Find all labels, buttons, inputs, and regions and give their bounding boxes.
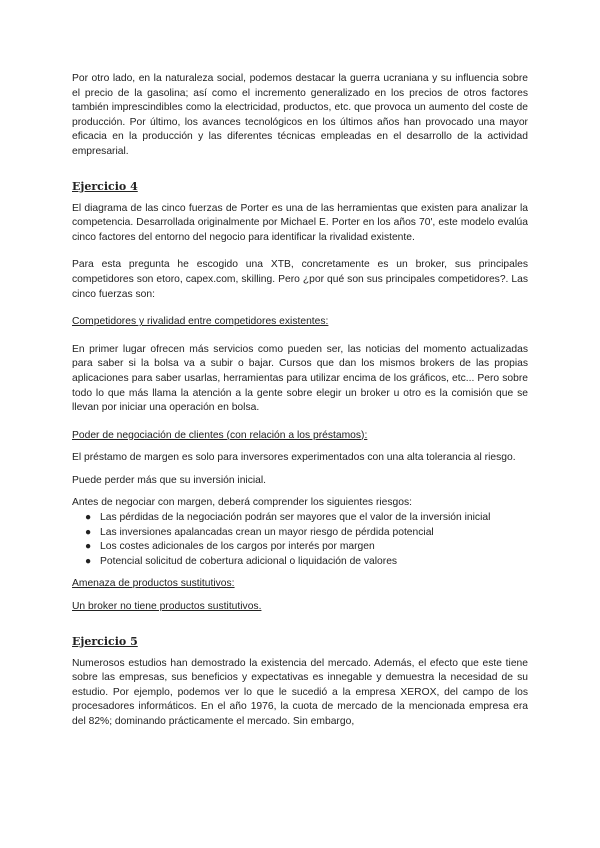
- ej4-subheading-competitors: Competidores y rivalidad entre competidores existentes:: [72, 316, 329, 328]
- list-item: ● Los costes adicionales de los cargos por interés por margen: [72, 540, 528, 555]
- ej4-paragraph-5: Puede perder más que su inversión inicial.: [72, 474, 267, 486]
- exercise-4-heading: Ejercicio 4: [72, 179, 138, 193]
- ej4-paragraph-4: El préstamo de margen es solo para inversores experimentados con una alta tolerancia al riesgo.: [72, 452, 516, 464]
- intro-paragraph: Por otro lado, en la naturaleza social, podemos destacar la guerra ucraniana y su influencia sobre el precio de la gasolina; así como el incremento generalizado en los precios de otros factores también imprescindibles como la electricidad, productos, etc. que provoca un aumento del coste de producción. Por último, los avances tecnológicos en los últimos años han provocado una mayor eficacia en la producción y las diferentes técnicas empleadas en el desarrollo de la actividad empresarial.: [72, 73, 528, 157]
- exercise-5-heading: Ejercicio 5: [72, 634, 138, 648]
- ej4-paragraph-6: Antes de negociar con margen, deberá comprender los siguientes riesgos:: [72, 497, 412, 509]
- bullet-icon: ●: [85, 526, 92, 538]
- ej4-paragraph-3: En primer lugar ofrecen más servicios como pueden ser, las noticias del momento actualizadas para saber si la bolsa va a subir o bajar. Cursos que dan los mismos brokers de las propias aplicaciones para saber usarlas, herramientas para utilizar encima de los gráficos, etc... Pero sobre todo lo que más llama la atención a la gente sobre elegir un broker u otro es la comisión que se llevan por iniciar una operación en bolsa.: [72, 343, 528, 414]
- list-item: ● Las inversiones apalancadas crean un mayor riesgo de pérdida potencial: [72, 526, 528, 541]
- bullet-icon: ●: [85, 541, 92, 553]
- ej5-paragraph-1: Numerosos estudios han demostrado la existencia del mercado. Además, el efecto que este tiene sobre las empresas, sus beneficios y expectativas es innegable y demuestra la necesidad de su estudio. Por ejemplo, podemos ver lo que le sucedió a la empresa XEROX, del campo de los procesadores informáticos. En el año 1976, la cuota de mercado de la mencionada empresa era del 82%; dominando prácticamente el mercado. Sin embargo,: [72, 657, 528, 727]
- ej4-paragraph-2: Para esta pregunta he escogido una XTB, concretamente es un broker, sus principales competidores son etoro, capex.com, skilling. Pero ¿por qué son sus principales competidores?. Las cinco fuerzas son:: [72, 259, 528, 300]
- ej4-subheading-substitutes: Amenaza de productos sustitutivos:: [72, 578, 235, 590]
- ej4-substitutes-text: Un broker no tiene productos sustitutivos.: [72, 601, 262, 613]
- bullet-icon: ●: [85, 512, 92, 524]
- ej4-paragraph-1: El diagrama de las cinco fuerzas de Porter es una de las herramientas que existen para analizar la competencia. Desarrollada originalmente por Michael E. Porter en los años 70', este modelo evalúa cinco factores del entorno del negocio para identificar la rivalidad existente.: [72, 202, 528, 243]
- document-page: [72, 72, 528, 730]
- ej4-subheading-clients: Poder de negociación de clientes (con relación a los préstamos):: [72, 429, 368, 441]
- list-item: ● Las pérdidas de la negociación podrán ser mayores que el valor de la inversión inicial: [72, 511, 528, 526]
- risk-list: [72, 511, 528, 569]
- bullet-icon: ●: [85, 555, 92, 567]
- list-item: ● Potencial solicitud de cobertura adicional o liquidación de valores: [72, 555, 528, 570]
